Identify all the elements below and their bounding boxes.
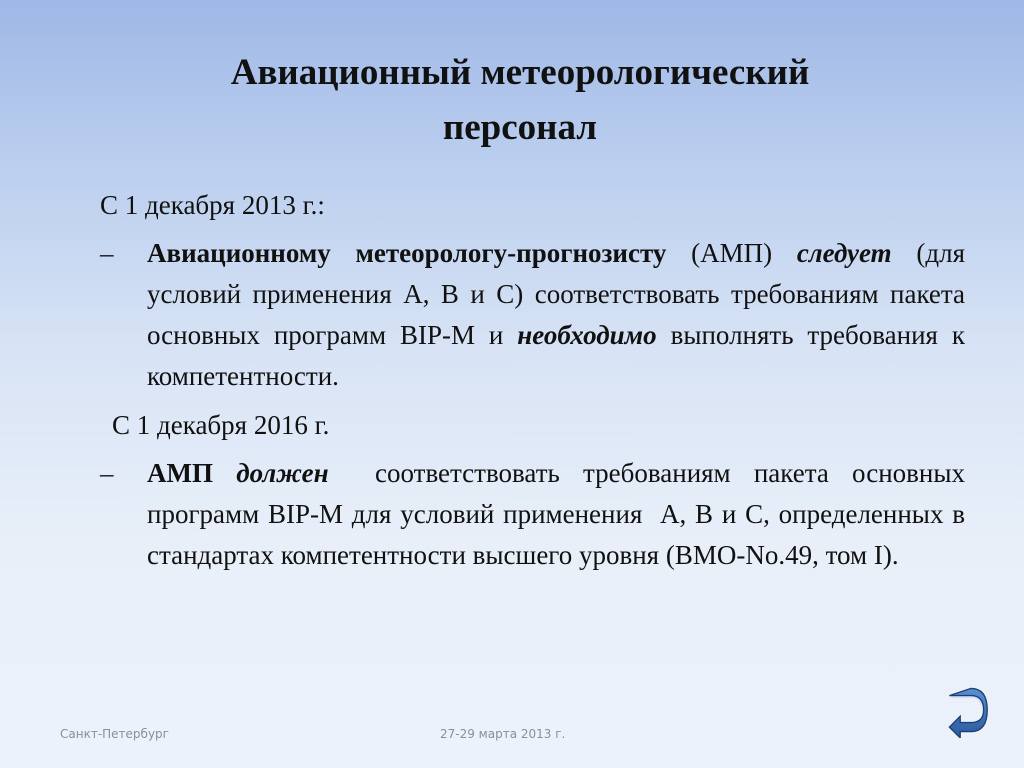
text-bold-italic: следует [796, 238, 892, 268]
text: соответствовать требованиям пакета основных программ ВIP-М для условий применения А, В и С, определенных в стандартах компетентности высшего уровня (ВМО-No.49, том I). [147, 458, 972, 570]
slide-title [100, 45, 940, 155]
bullet-dash: – [100, 238, 114, 268]
footer-city: Санкт-Петербург [60, 727, 169, 741]
section-1-bullet [100, 233, 965, 397]
text: выполнять требования к компетентности. [147, 320, 965, 391]
return-button[interactable] [944, 686, 992, 738]
text-bold-italic: необходимо [517, 320, 657, 350]
section-2-bullet [100, 453, 972, 576]
text: (АМП) [666, 238, 797, 268]
text-bold: АМП [147, 458, 237, 488]
text: (для условий применения А, В и С) соответствовать требованиям пакета основных программ ВIP-М и [147, 238, 965, 350]
title-line-1: Авиационный метеорологический [230, 52, 810, 93]
footer-date: 27-29 марта 2013 г. [440, 727, 566, 741]
text-bold: Авиационному метеорологу-прогнозисту [147, 238, 667, 268]
text-bold-italic: должен [236, 458, 329, 488]
bullet-dash: – [100, 458, 114, 488]
section-2-date: С 1 декабря 2016 г. [112, 410, 330, 440]
title-line-2: персонал [442, 107, 598, 148]
slide-body [100, 185, 972, 584]
return-arrow-icon [944, 686, 992, 738]
section-1-date: С 1 декабря 2013 г.: [100, 190, 325, 220]
